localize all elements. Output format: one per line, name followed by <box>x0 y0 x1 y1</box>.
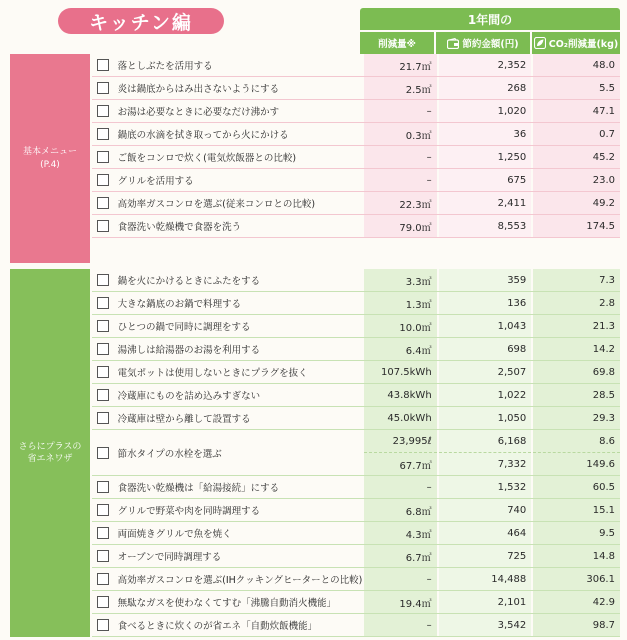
savings-value: 464 <box>439 522 532 544</box>
checkbox-cell <box>92 545 114 567</box>
reduction-value: 21.7㎥ <box>364 54 437 76</box>
checkbox-cell <box>92 338 114 360</box>
wallet-icon <box>447 38 459 49</box>
checkbox[interactable] <box>97 504 109 516</box>
co2-value: 49.2 <box>533 192 620 214</box>
co2-value: 5.5 <box>533 77 620 99</box>
savings-value: 2,411 <box>439 192 532 214</box>
savings-value: 3,542 <box>439 614 532 636</box>
checkbox-cell <box>92 100 114 122</box>
savings-value: 1,043 <box>439 315 532 337</box>
co2-value-cell <box>533 430 620 475</box>
reduction-value: 3.3㎥ <box>364 269 437 291</box>
reduction-value: – <box>364 100 437 122</box>
co2-value: 149.6 <box>586 458 616 470</box>
reduction-value: 0.3㎥ <box>364 123 437 145</box>
table-row <box>92 54 620 77</box>
savings-value: 6,168 <box>439 430 532 453</box>
reduction-value: 1.3㎥ <box>364 292 437 314</box>
section-label: さらにプラスの 省エネワザ <box>10 269 90 637</box>
checkbox[interactable] <box>97 174 109 186</box>
table-row <box>92 146 620 169</box>
item-label: 食器洗い乾燥機で食器を洗う <box>117 222 242 233</box>
extra-tips-rows <box>92 269 620 637</box>
co2-value: 0.7 <box>533 123 620 145</box>
reduction-value: – <box>364 169 437 191</box>
savings-value: 2,352 <box>439 54 532 76</box>
reduction-value: 6.8㎥ <box>364 499 437 521</box>
savings-value: 2,507 <box>439 361 532 383</box>
table-row <box>92 545 620 568</box>
table-row <box>92 338 620 361</box>
co2-value: 47.1 <box>533 100 620 122</box>
co2-value: 28.5 <box>533 384 620 406</box>
item-label: 大きな鍋底のお鍋で料理する <box>117 299 242 310</box>
table-row <box>92 215 620 238</box>
reduction-value: – <box>364 614 437 636</box>
co2-value: 174.5 <box>533 215 620 237</box>
co2-column-header <box>532 32 620 54</box>
co2-value: 2.8 <box>533 292 620 314</box>
item-label: ひとつの鍋で同時に調理をする <box>117 322 251 333</box>
checkbox[interactable] <box>97 128 109 140</box>
table-row <box>92 77 620 100</box>
table-row <box>92 269 620 292</box>
savings-value: 1,020 <box>439 100 532 122</box>
table-row <box>92 192 620 215</box>
table-row <box>92 361 620 384</box>
checkbox[interactable] <box>97 389 109 401</box>
co2-value: 60.5 <box>533 476 620 498</box>
item-label: 冷蔵庫は壁から離して設置する <box>117 414 251 425</box>
checkbox-cell <box>92 269 114 291</box>
item-label: 食べるときに炊くのが省エネ「自動炊飯機能」 <box>117 621 318 632</box>
item-label: お湯は必要なときに必要なだけ沸かす <box>117 107 280 118</box>
co2-value: 7.3 <box>533 269 620 291</box>
checkbox[interactable] <box>97 527 109 539</box>
table-row <box>92 315 620 338</box>
item-label: 無駄なガスを使わなくてすむ「沸騰自動消火機能」 <box>117 598 337 609</box>
savings-value: 740 <box>439 499 532 521</box>
reduction-value: 45.0kWh <box>364 407 437 429</box>
checkbox[interactable] <box>97 320 109 332</box>
co2-value: 29.3 <box>533 407 620 429</box>
item-label: 湯沸しは給湯器のお湯を利用する <box>117 345 261 356</box>
table-row <box>92 384 620 407</box>
table-row <box>92 522 620 545</box>
checkbox[interactable] <box>97 596 109 608</box>
table-row <box>92 100 620 123</box>
basic-menu-rows <box>92 54 620 238</box>
co2-value: 69.8 <box>533 361 620 383</box>
item-label: ご飯をコンロで炊く(電気炊飯器との比較) <box>117 153 297 164</box>
table-row <box>92 568 620 591</box>
co2-value: 21.3 <box>533 315 620 337</box>
item-label: 落としぶたを活用する <box>117 61 213 72</box>
checkbox-cell <box>92 407 114 429</box>
checkbox[interactable] <box>97 297 109 309</box>
reduction-value: 4.3㎥ <box>364 522 437 544</box>
co2-value: 9.5 <box>533 522 620 544</box>
table-row <box>92 292 620 315</box>
reduction-value: 107.5kWh <box>364 361 437 383</box>
item-label: 食器洗い乾燥機は「給湯接続」にする <box>117 483 280 494</box>
table-row <box>92 123 620 146</box>
item-label: グリルで野菜や肉を同時調理する <box>117 506 261 517</box>
checkbox[interactable] <box>97 151 109 163</box>
savings-value: 2,101 <box>439 591 532 613</box>
checkbox-cell <box>92 292 114 314</box>
checkbox-cell <box>92 568 114 590</box>
reduction-value: 2.5㎥ <box>364 77 437 99</box>
savings-value: 7,332 <box>497 458 527 470</box>
reduction-value: 22.3㎥ <box>364 192 437 214</box>
checkbox-cell <box>92 215 114 237</box>
table-row <box>92 614 620 637</box>
table-row <box>92 476 620 499</box>
checkbox-cell <box>92 146 114 168</box>
reduction-value: 43.8kWh <box>364 384 437 406</box>
checkbox[interactable] <box>97 105 109 117</box>
checkbox[interactable] <box>97 619 109 631</box>
co2-leaf-icon <box>534 37 546 49</box>
co2-value: 14.8 <box>533 545 620 567</box>
co2-value: 23.0 <box>533 169 620 191</box>
savings-value: 8,553 <box>439 215 532 237</box>
basic-menu-section <box>10 54 620 263</box>
co2-header-label: CO₂削減量(kg) <box>548 39 619 50</box>
annual-header: 1年間の <box>360 8 620 30</box>
table-row <box>92 591 620 614</box>
reduction-value: 19.4㎥ <box>364 591 437 613</box>
page-title: キッチン編 <box>58 8 224 34</box>
checkbox[interactable] <box>97 197 109 209</box>
savings-column-header <box>436 32 530 54</box>
reduction-value: 10.0㎥ <box>364 315 437 337</box>
savings-value-cell <box>439 430 532 475</box>
co2-value: 306.1 <box>533 568 620 590</box>
reduction-header-label: 削減量※ <box>378 39 416 50</box>
checkbox-cell <box>92 522 114 544</box>
item-label: 冷蔵庫にものを詰め込みすぎない <box>117 391 261 402</box>
item-label: 電気ポットは使用しないときにプラグを抜く <box>117 368 308 379</box>
checkbox[interactable] <box>97 274 109 286</box>
checkbox[interactable] <box>97 59 109 71</box>
checkbox[interactable] <box>97 573 109 585</box>
checkbox[interactable] <box>97 550 109 562</box>
savings-value: 1,050 <box>439 407 532 429</box>
savings-value: 14,488 <box>439 568 532 590</box>
item-label: 高効率ガスコンロを選ぶ(従来コンロとの比較) <box>117 199 316 210</box>
savings-value: 36 <box>439 123 532 145</box>
checkbox[interactable] <box>97 82 109 94</box>
item-label: 鍋を火にかけるときにふたをする <box>117 276 261 287</box>
co2-value: 8.6 <box>533 430 620 453</box>
savings-value: 1,532 <box>439 476 532 498</box>
item-label: グリルを活用する <box>117 176 194 187</box>
co2-value: 98.7 <box>533 614 620 636</box>
savings-value: 698 <box>439 338 532 360</box>
reduction-value-cell <box>364 430 437 475</box>
checkbox[interactable] <box>97 481 109 493</box>
reduction-value: – <box>364 568 437 590</box>
checkbox-cell <box>92 315 114 337</box>
checkbox-cell <box>92 384 114 406</box>
co2-value: 45.2 <box>533 146 620 168</box>
co2-value: 48.0 <box>533 54 620 76</box>
checkbox-cell <box>92 591 114 613</box>
checkbox-cell <box>92 123 114 145</box>
checkbox[interactable] <box>97 220 109 232</box>
reduction-value: 23,995ℓ <box>364 430 437 453</box>
co2-value: 15.1 <box>533 499 620 521</box>
checkbox-cell <box>92 614 114 636</box>
savings-value: 268 <box>439 77 532 99</box>
checkbox-cell <box>92 77 114 99</box>
savings-value: 1,022 <box>439 384 532 406</box>
savings-value: 675 <box>439 169 532 191</box>
reduction-value: 6.4㎥ <box>364 338 437 360</box>
co2-value: 42.9 <box>533 591 620 613</box>
checkbox[interactable] <box>97 343 109 355</box>
checkbox[interactable] <box>97 412 109 424</box>
reduction-value: 79.0㎥ <box>364 215 437 237</box>
checkbox-cell <box>92 361 114 383</box>
table-row <box>92 407 620 430</box>
checkbox-cell <box>92 192 114 214</box>
item-label: 鍋底の水滴を拭き取ってから火にかける <box>117 130 289 141</box>
co2-value: 14.2 <box>533 338 620 360</box>
item-label: 両面焼きグリルで魚を焼く <box>117 529 232 540</box>
checkbox-cell <box>92 54 114 76</box>
table-row <box>92 169 620 192</box>
checkbox-cell <box>92 169 114 191</box>
reduction-value: 67.7㎥ <box>399 460 432 472</box>
item-label: 節水タイプの水栓を選ぶ <box>117 448 222 460</box>
item-label: オーブンで同時調理する <box>117 552 222 563</box>
savings-value: 359 <box>439 269 532 291</box>
checkbox[interactable] <box>97 366 109 378</box>
table-row <box>92 499 620 522</box>
extra-tips-section <box>10 269 620 637</box>
reduction-value: – <box>364 476 437 498</box>
section-label: 基本メニュー (P.4) <box>10 54 90 263</box>
item-label: 高効率ガスコンロを選ぶ(IHクッキングヒーターとの比較) <box>117 575 363 586</box>
checkbox-cell <box>92 499 114 521</box>
savings-value: 725 <box>439 545 532 567</box>
reduction-value: 6.7㎥ <box>364 545 437 567</box>
item-label: 炎は鍋底からはみ出さないようにする <box>117 84 280 95</box>
savings-header-label: 節約金額(円) <box>462 39 519 50</box>
savings-value: 136 <box>439 292 532 314</box>
reduction-value: – <box>364 146 437 168</box>
savings-value: 1,250 <box>439 146 532 168</box>
checkbox-cell <box>92 476 114 498</box>
table-row <box>92 430 620 476</box>
checkbox-cell <box>92 430 114 475</box>
reduction-column-header <box>360 32 434 54</box>
checkbox[interactable] <box>97 447 109 459</box>
